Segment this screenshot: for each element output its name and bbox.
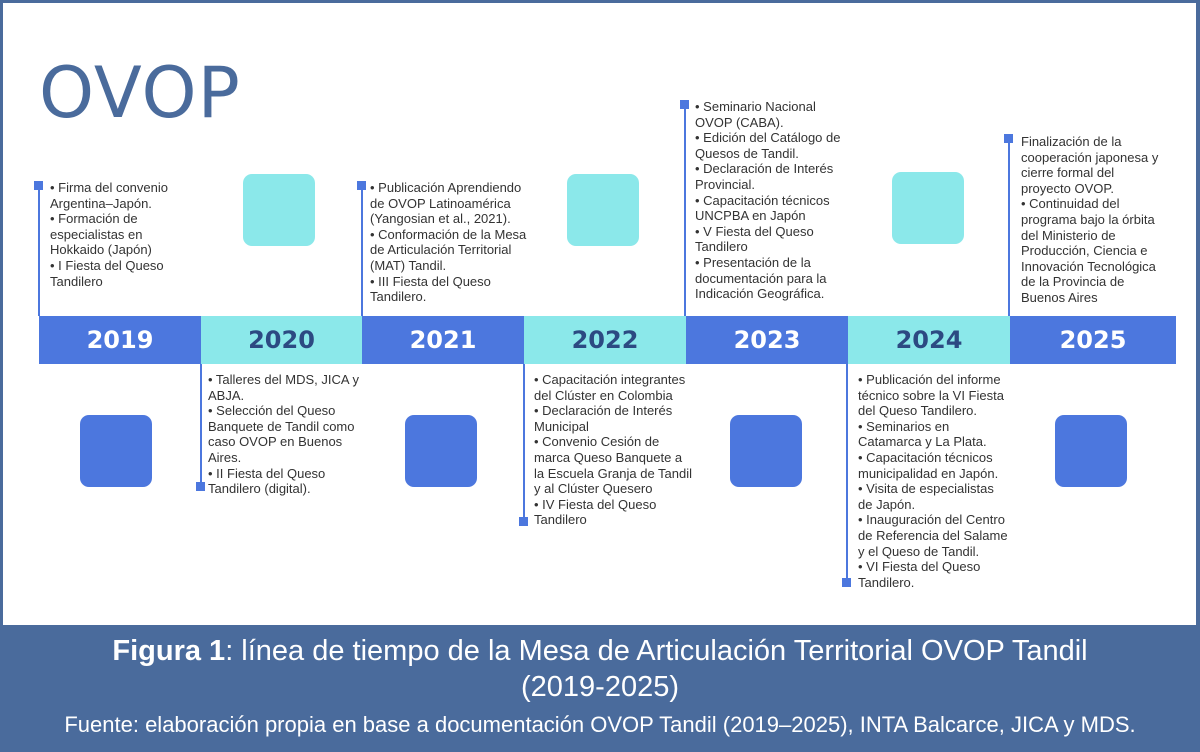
event-line: (Yangosian et al., 2021). (370, 211, 511, 227)
event-line: Municipal (534, 418, 589, 434)
decor-square-2022 (567, 174, 639, 246)
event-line: • III Fiesta del Queso (370, 273, 491, 289)
event-line: • Presentación de la (695, 254, 811, 270)
event-line: • VI Fiesta del Queso (858, 559, 981, 575)
event-line: • Convenio Cesión de (534, 434, 660, 450)
event-line: Buenos Aires (1021, 289, 1098, 305)
event-line: de la Provincia de (1021, 274, 1125, 290)
event-line: especialistas en (50, 226, 143, 242)
event-line: técnico sobre la VI Fiesta (858, 387, 1004, 403)
event-line: • Declaración de Interés (534, 403, 673, 419)
event-line: Provincial. (695, 176, 755, 192)
year-2025: 2025 (1010, 316, 1176, 364)
event-line: • Talleres del MDS, JICA y (208, 372, 359, 387)
marker-2024 (842, 578, 851, 587)
event-line: y el Queso de Tandil. (858, 543, 980, 559)
timeline-panel (3, 3, 1196, 625)
connector-2023 (684, 103, 686, 316)
events-2021 (370, 180, 526, 305)
connector-2022 (523, 364, 525, 524)
marker-2023 (680, 100, 689, 109)
event-line: Indicación Geográfica. (695, 286, 825, 302)
event-line: de Referencia del Salame (858, 527, 1008, 543)
event-line: • II Fiesta del Queso (208, 465, 326, 481)
event-line: • Declaración de Interés (695, 161, 834, 177)
connector-2025 (1008, 137, 1010, 316)
caption-label: Figura 1 (112, 635, 226, 667)
year-2022: 2022 (524, 316, 686, 364)
event-line: • Capacitación técnicos (858, 449, 993, 465)
year-2021: 2021 (362, 316, 524, 364)
decor-square-2024 (892, 172, 964, 244)
caption-line2: (2019-2025) (521, 671, 679, 703)
event-line: • IV Fiesta del Queso (534, 496, 657, 512)
year-2019: 2019 (39, 316, 201, 364)
caption-text: : línea de tiempo de la Mesa de Articulación Territorial OVOP Tandil (225, 635, 1088, 667)
event-line: Aires. (208, 449, 242, 465)
event-line: • Inauguración del Centro (858, 512, 1005, 528)
decor-square-2021 (405, 415, 477, 487)
events-2025 (1021, 134, 1158, 306)
event-line: del Queso Tandilero. (858, 403, 978, 419)
event-line: Producción, Ciencia e (1021, 243, 1148, 259)
event-line: Tandilero. (858, 574, 915, 590)
connector-2021 (361, 183, 363, 316)
figure-caption (0, 633, 1200, 705)
event-line: Tandilero. (370, 289, 427, 305)
event-line: Quesos de Tandil. (695, 145, 799, 161)
marker-2020 (196, 482, 205, 491)
event-line: municipalidad en Japón. (858, 465, 999, 481)
marker-2021 (357, 181, 366, 190)
event-line: • Publicación del informe (858, 372, 1001, 387)
year-2024: 2024 (848, 316, 1010, 364)
event-line: del Clúster en Colombia (534, 387, 673, 403)
event-line: documentación para la (695, 270, 827, 286)
event-line: Argentina–Japón. (50, 195, 152, 211)
event-line: • Conformación de la Mesa (370, 226, 527, 242)
event-line: de Japón. (858, 496, 916, 512)
event-line: cierre formal del (1021, 165, 1115, 181)
event-line: • Continuidad del (1021, 196, 1120, 212)
event-line: • Selección del Queso (208, 403, 336, 419)
marker-2022 (519, 517, 528, 526)
event-line: la Escuela Granja de Tandil (534, 465, 693, 481)
events-2024 (858, 372, 1008, 590)
decor-square-2025 (1055, 415, 1127, 487)
event-line: marca Queso Banquete a (534, 449, 683, 465)
marker-2019 (34, 181, 43, 190)
timeline-bar (39, 316, 1176, 364)
event-line: Finalización de la (1021, 134, 1122, 149)
event-line: (MAT) Tandil. (370, 257, 447, 273)
event-line: • Capacitación integrantes (534, 372, 686, 387)
event-line: • Seminario Nacional (695, 99, 816, 114)
event-line: • Visita de especialistas (858, 481, 994, 497)
event-line: caso OVOP en Buenos (208, 434, 343, 450)
event-line: Tandilero (534, 512, 587, 528)
connector-2019 (38, 183, 40, 316)
events-2020 (208, 372, 359, 497)
event-line: OVOP (CABA). (695, 114, 784, 130)
event-line: • V Fiesta del Queso (695, 223, 814, 239)
event-line: ABJA. (208, 387, 245, 403)
event-line: programa bajo la órbita (1021, 211, 1155, 227)
event-line: del Ministerio de (1021, 227, 1116, 243)
event-line: y al Clúster Quesero (534, 481, 653, 497)
figure-source: Fuente: elaboración propia en base a documentación OVOP Tandil (2019–2025), INTA Balcarce, JICA y MDS. (64, 712, 1136, 737)
event-line: • Firma del convenio (50, 180, 168, 195)
decor-square-2019 (80, 415, 152, 487)
event-line: cooperación japonesa y (1021, 149, 1159, 165)
year-2023: 2023 (686, 316, 848, 364)
events-2022 (534, 372, 692, 528)
event-line: UNCPBA en Japón (695, 208, 806, 224)
event-line: de Articulación Territorial (370, 242, 512, 258)
event-line: Innovación Tecnológica (1021, 258, 1156, 274)
event-line: Catamarca y La Plata. (858, 434, 987, 450)
event-line: proyecto OVOP. (1021, 180, 1114, 196)
decor-square-2023 (730, 415, 802, 487)
event-line: • Seminarios en (858, 418, 950, 434)
event-line: • I Fiesta del Queso (50, 257, 164, 273)
event-line: Tandilero (695, 239, 748, 255)
event-line: Hokkaido (Japón) (50, 242, 152, 258)
marker-2025 (1004, 134, 1013, 143)
event-line: Banquete de Tandil como (208, 418, 355, 434)
event-line: • Formación de (50, 211, 138, 227)
year-2020: 2020 (201, 316, 362, 364)
event-line: de OVOP Latinoamérica (370, 195, 511, 211)
decor-square-2020 (243, 174, 315, 246)
event-line: • Publicación Aprendiendo (370, 180, 522, 195)
page-title: OVOP (39, 52, 241, 134)
connector-2024 (846, 364, 848, 584)
event-line: • Edición del Catálogo de (695, 130, 841, 146)
event-line: • Capacitación técnicos (695, 192, 830, 208)
events-2023 (695, 99, 840, 302)
event-line: Tandilero (50, 273, 103, 289)
event-line: Tandilero (digital). (208, 481, 311, 497)
events-2019 (50, 180, 168, 289)
connector-2020 (200, 364, 202, 489)
